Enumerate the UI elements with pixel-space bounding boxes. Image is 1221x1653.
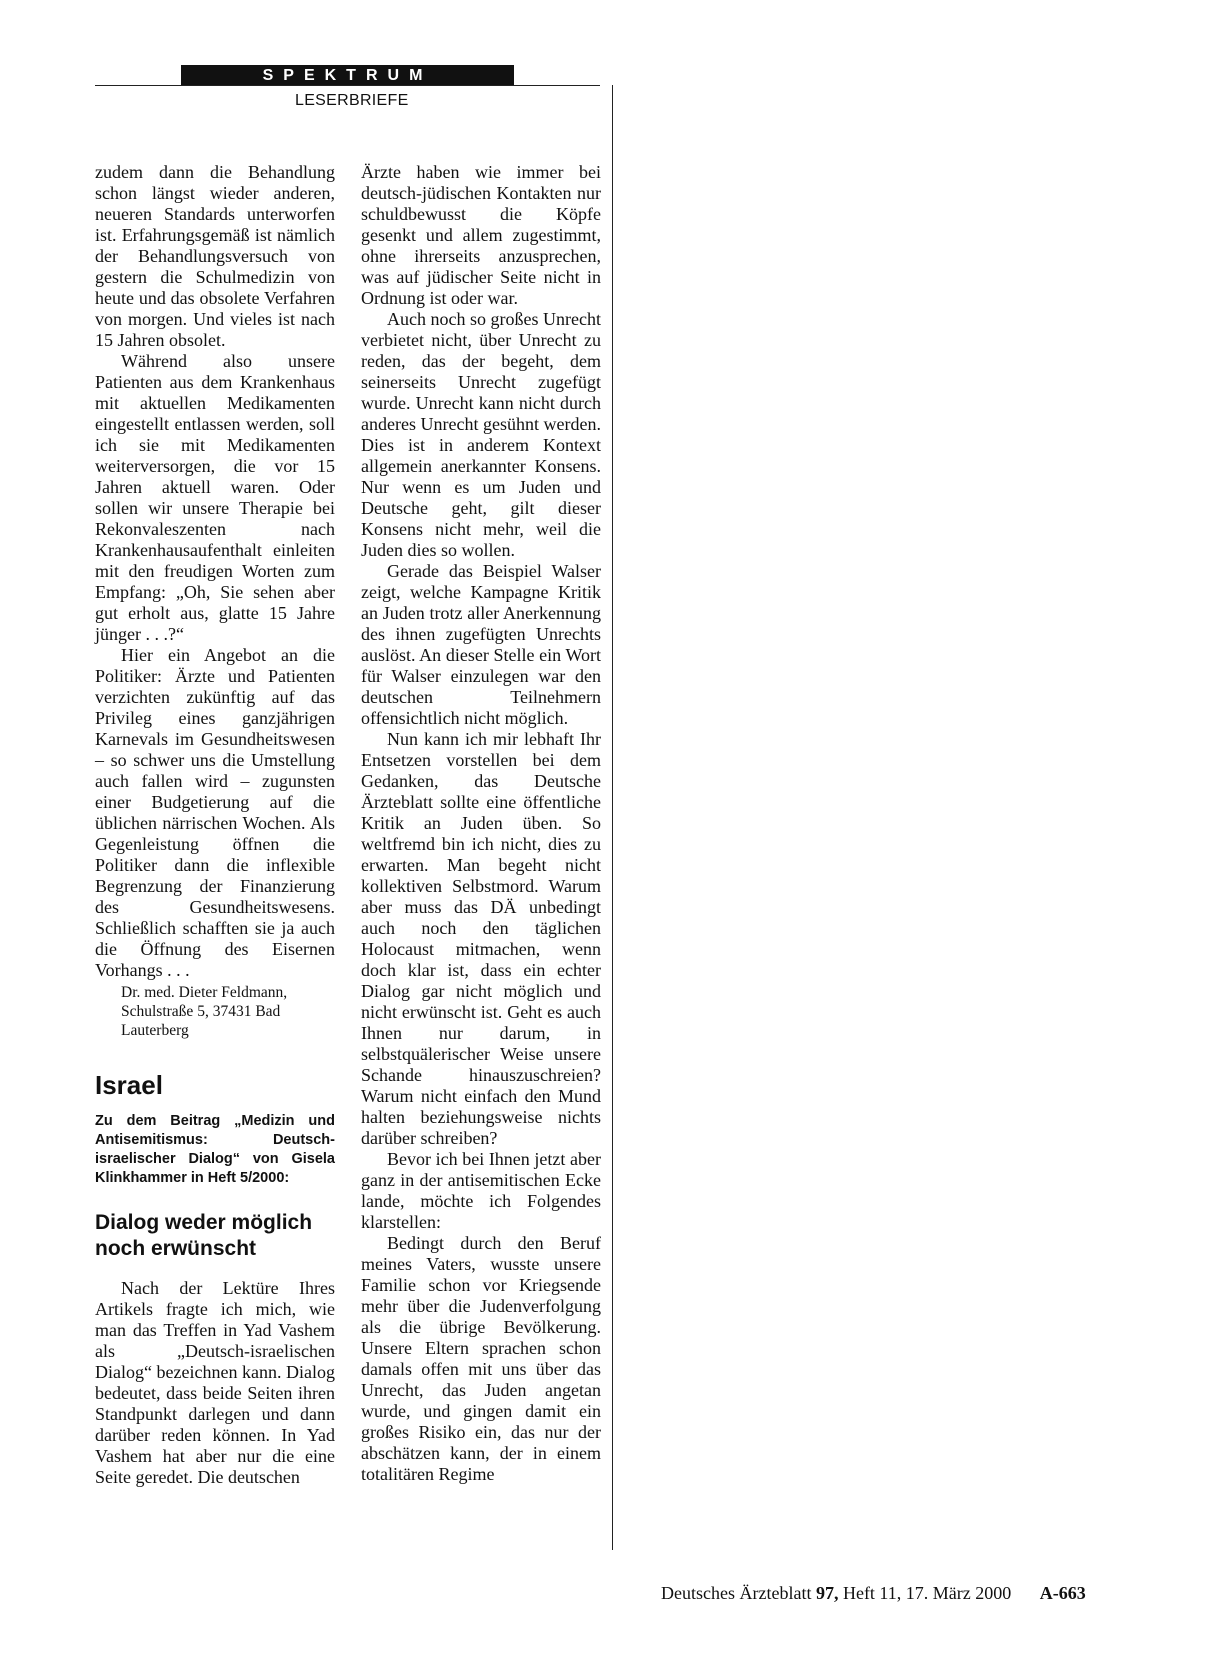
section-title: Israel [95,1070,163,1100]
letter-headline: Dialog weder möglich noch erwünscht [95,1211,313,1260]
page-footer [661,1583,1086,1604]
column-2 [361,162,601,1485]
subsection-label: LESERBRIEFE [295,92,409,109]
paragraph: Hier ein Angebot an die Politiker: Ärzte und Patienten verzichten zukünftig auf das Privileg eines ganzjährigen Karnevals im Gesundheitswesen – so schwer uns die Umstellung auch fallen wird – zugunsten einer Budgetierung auf die üblichen närrischen Wochen. Als Gegenleistung öffnen die Politiker dann die inflexible Begrenzung der Finanzierung des Gesundheitswesens. Schließlich schafften sie ja auch die Öffnung des Eisernen Vorhangs . . . [95,645,335,980]
paragraph: Auch noch so großes Unrecht verbietet nicht, über Unrecht zu reden, das der begeht, dem seinerseits Unrecht zugefügt wurde. Unrecht kann nicht durch anderes Unrecht gesühnt werden. Dies ist in anderem Kontext allgemein anerkannter Konsens. Nur wenn es um Juden und Deutsche geht, gilt dieser Konsens nicht mehr, weil die Juden dies so wollen. [361,309,601,560]
journal-name: Deutsches Ärzteblatt [661,1583,812,1603]
column-1 [95,162,335,1488]
paragraph: Während also unsere Patienten aus dem Krankenhaus mit aktuellen Medikamenten eingestellt entlassen werden, soll ich sie mit Medikamenten weiterversorgen, die vor 15 Jahren aktuell waren. Oder sollen wir unsere Therapie bei Rekonvaleszenten nach Krankenhausaufenthalt einleiten mit den freudigen Worten zum Empfang: „Oh, Sie sehen aber gut erholt aus, glatte 15 Jahre jünger . . .?“ [95,351,335,644]
issue-info: Heft 11, 17. März 2000 [842,1583,1012,1603]
article-reference: Zu dem Beitrag „Medizin und Antisemitismus: Deutsch-israelischer Dialog“ von Gisela Klinkhammer in Heft 5/2000: [95,1113,335,1186]
paragraph: Bedingt durch den Beruf meines Vaters, wusste unsere Familie schon vor Kriegsende mehr über die Judenverfolgung als die übrige Bevölkerung. Unsere Eltern sprachen schon damals offen mit uns über das Unrecht, das Juden angetan wurde, und gingen damit ein großes Risiko ein, das nur der abschätzen kann, der in einem totalitären Regime [361,1233,601,1484]
volume-number: 97, [815,1583,839,1603]
paragraph: Gerade das Beispiel Walser zeigt, welche Kampagne Kritik an Juden trotz aller Anerkennung des ihnen zugefügten Unrechts auslöst. An dieser Stelle ein Wort für Walser einzulegen war den deutschen Teilnehmern offensichtlich nicht möglich. [361,561,601,728]
paragraph: zudem dann die Behandlung schon längst wieder anderen, neueren Standards unterworfen ist. Erfahrungsgemäß ist nämlich der Behandlungsversuch von gestern die Schulmedizin von heute und das obsolete Verfahren von morgen. Und vieles ist nach 15 Jahren obsolet. [95,162,335,350]
column-divider-rule [612,85,613,1550]
page-number: A-663 [1039,1583,1086,1603]
header-rule [95,85,600,86]
paragraph: Bevor ich bei Ihnen jetzt aber ganz in der antisemitischen Ecke lande, möchte ich Folgendes klarstellen: [361,1149,601,1232]
section-banner: SPEKTRUM [181,65,514,86]
paragraph: Nun kann ich mir lebhaft Ihr Entsetzen vorstellen bei dem Gedanken, das Deutsche Ärzteblatt sollte eine öffentliche Kritik an Juden üben. So weltfremd bin ich nicht, dies zu erwarten. Man begeht nicht kollektiven Selbstmord. Warum aber muss das DÄ unbedingt auch noch den täglichen Holocaust mitmachen, wenn doch klar ist, dass ein echter Dialog gar nicht möglich und nicht erwünscht ist. Geht es auch Ihnen nur darum, in selbstquälerischer Weise unsere Schande hinauszuschreien? Warum nicht einfach den Mund halten beziehungsweise nichts darüber schreiben? [361,729,601,1148]
paragraph: Ärzte haben wie immer bei deutsch-jüdischen Kontakten nur schuldbewusst die Köpfe gesenkt und allem zugestimmt, ohne ihrerseits anzusprechen, was auf jüdischer Seite nicht in Ordnung ist oder war. [361,162,601,308]
paragraph: Nach der Lektüre Ihres Artikels fragte ich mich, wie man das Treffen in Yad Vashem als „Deutsch-israelischen Dialog“ bezeichnen kann. Dialog bedeutet, dass beide Seiten ihren Standpunkt darlegen und dann darüber reden können. In Yad Vashem hat aber nur die eine Seite geredet. Die deutschen [95,1278,335,1487]
letter-signature: Dr. med. Dieter Feldmann, Schulstraße 5, 37431 Bad Lauterberg [121,984,288,1039]
